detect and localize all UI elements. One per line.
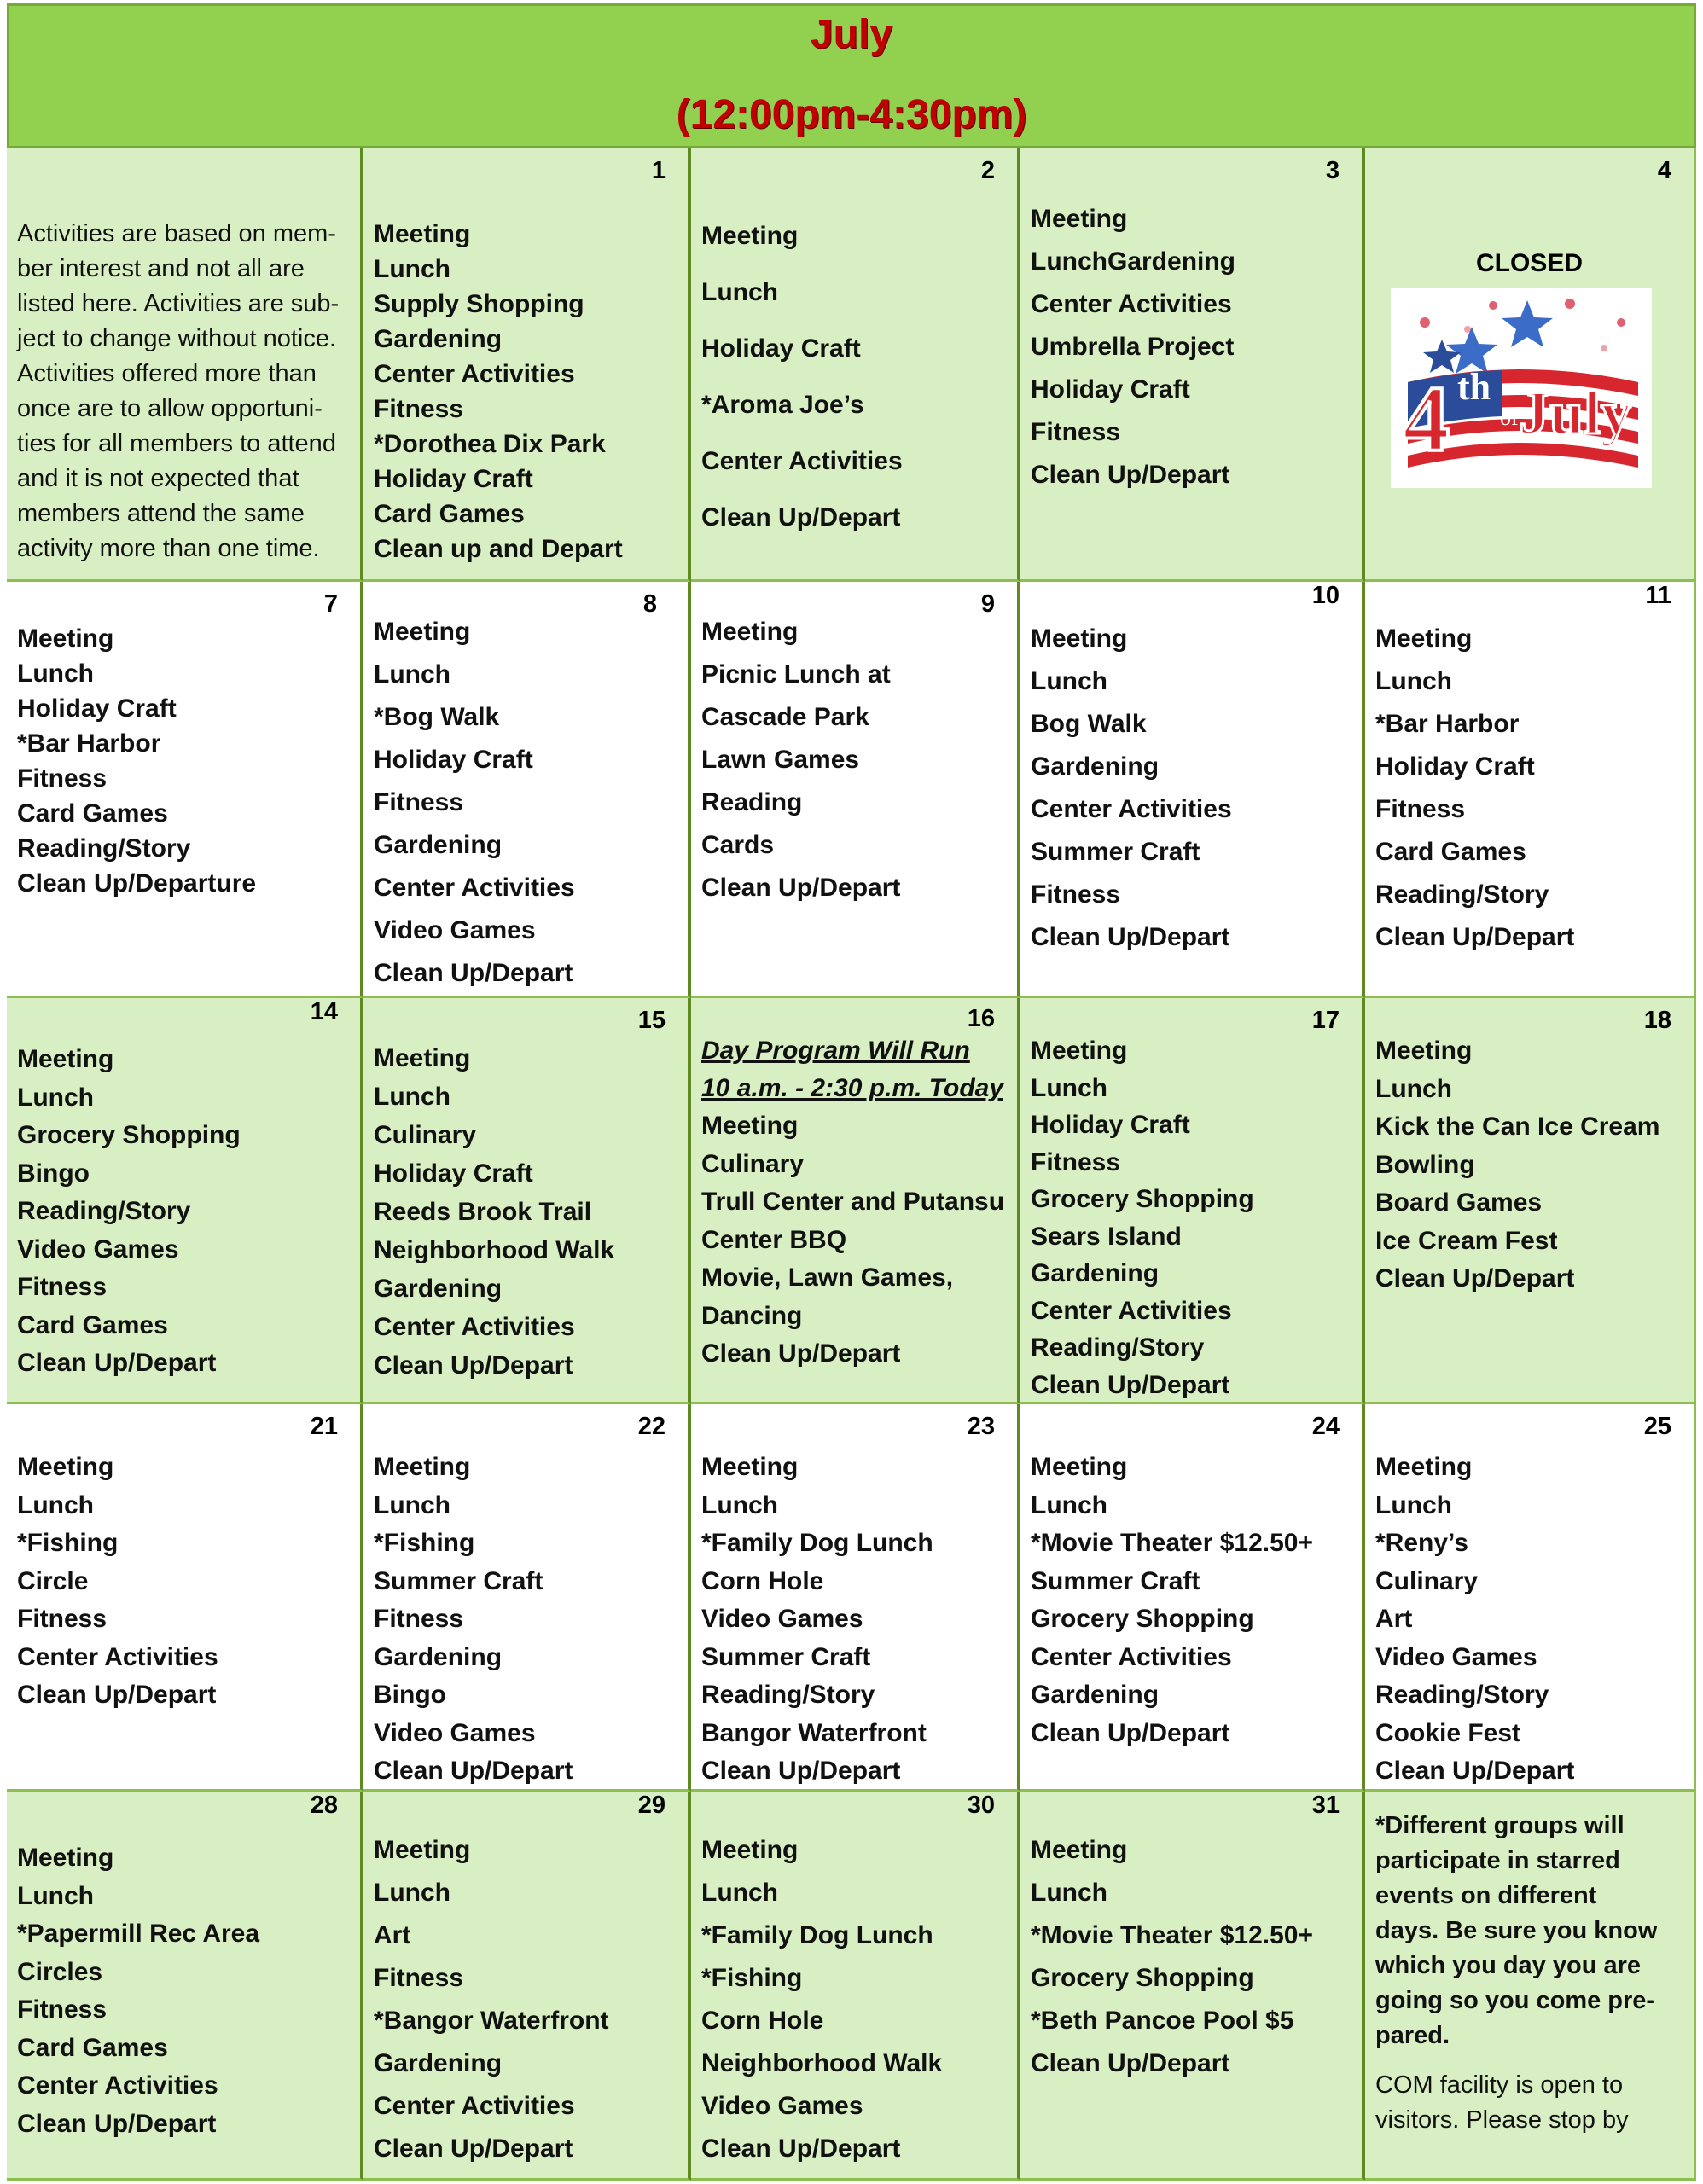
activity-item: Lunch xyxy=(701,1490,778,1519)
day-cell-30 xyxy=(691,1792,1020,2181)
day-cell-16 xyxy=(691,998,1020,1404)
activity-item: Cookie Fest xyxy=(1375,1718,1521,1747)
calendar-header xyxy=(7,3,1696,148)
activity-item: Lunch xyxy=(374,1490,450,1519)
activity-item: Fitness xyxy=(374,788,464,816)
activity-item: Lunch xyxy=(1031,1490,1107,1519)
activity-item: Lunch xyxy=(374,255,450,283)
activity-item: Trull Center and Putansu xyxy=(701,1188,1005,1216)
activity-item: Meeting xyxy=(17,624,114,653)
day-cell-10 xyxy=(1020,582,1365,998)
activity-list xyxy=(1031,1449,1357,1752)
activity-item: Meeting xyxy=(1031,205,1128,233)
activity-item: Summer Craft xyxy=(1031,838,1200,866)
day-number: 23 xyxy=(967,1413,995,1440)
activity-item: Art xyxy=(1375,1605,1413,1633)
activity-item: Neighborhood Walk xyxy=(374,1236,615,1264)
day-cell-8 xyxy=(363,582,691,998)
activity-item: Meeting xyxy=(1031,1836,1128,1864)
activity-item: Center Activities xyxy=(374,874,575,902)
activity-item: Corn Hole xyxy=(701,2007,824,2035)
activity-item: Fitness xyxy=(1031,418,1121,446)
svg-text:4: 4 xyxy=(1403,367,1450,471)
activity-item: *Movie Theater $12.50+ xyxy=(1031,1921,1314,1949)
activity-item: Center Activities xyxy=(17,2071,218,2100)
activity-item: Culinary xyxy=(374,1121,477,1149)
activity-item: Meeting xyxy=(701,222,799,250)
activity-item: Fitness xyxy=(374,1605,464,1633)
day-cell-9 xyxy=(691,582,1020,998)
activity-item: *Bar Harbor xyxy=(1375,710,1520,738)
fourth-of-july-image xyxy=(1391,288,1652,488)
day-number: 7 xyxy=(323,590,338,618)
activity-item: Gardening xyxy=(374,325,503,353)
day-number: 21 xyxy=(310,1413,338,1440)
activity-item: Meeting xyxy=(374,220,471,248)
day-number: 31 xyxy=(1311,1792,1340,1819)
activity-item: Lunch xyxy=(17,1083,94,1112)
activity-item: Ice Cream Fest xyxy=(1375,1226,1558,1255)
day-number: 9 xyxy=(980,590,995,618)
activity-list xyxy=(17,1041,355,1383)
activity-item: Center Activities xyxy=(1031,1642,1232,1671)
activity-item: Video Games xyxy=(701,2092,863,2120)
activity-item: Video Games xyxy=(701,1605,863,1633)
activity-item: Card Games xyxy=(17,2033,168,2062)
activity-item: Clean Up/Depart xyxy=(701,1757,901,1785)
activity-item: Reading/Story xyxy=(1375,880,1549,909)
activity-item: Meeting xyxy=(374,618,471,646)
day-cell-7 xyxy=(7,582,363,998)
day-number: 28 xyxy=(310,1792,338,1819)
activity-item: Meeting xyxy=(701,1836,799,1864)
activity-item: Lunch xyxy=(1031,667,1107,695)
activity-item: Fitness xyxy=(374,395,464,423)
svg-text:July: July xyxy=(1519,379,1632,447)
activity-item: Fitness xyxy=(17,764,108,793)
activity-item: Video Games xyxy=(374,1718,536,1747)
activity-item: *Dorothea Dix Park xyxy=(374,430,606,458)
activity-item: Clean Up/Depart xyxy=(374,2135,573,2163)
activity-item: Neighborhood Walk xyxy=(701,2049,943,2077)
activity-item: Corn Hole xyxy=(701,1566,824,1595)
activity-list xyxy=(374,1829,683,2170)
day-number: 2 xyxy=(980,157,995,184)
activity-item: Lawn Games xyxy=(701,746,860,774)
activity-item: LunchGardening xyxy=(1031,247,1235,276)
activity-item: Lunch xyxy=(1031,1073,1107,1102)
activity-item: Reading/Story xyxy=(701,1681,875,1709)
activity-item: Clean up and Depart xyxy=(374,535,623,563)
activity-item: Center Activities xyxy=(374,360,575,388)
day-cell-18 xyxy=(1365,998,1696,1404)
activity-item: Lunch xyxy=(701,1879,778,1907)
activity-item: Summer Craft xyxy=(374,1566,543,1595)
activity-item: *Reny’s xyxy=(1375,1529,1468,1557)
activity-item: Umbrella Project xyxy=(1031,333,1235,361)
program-hours: (12:00pm-4:30pm) xyxy=(676,92,1027,137)
activity-item: Reading/Story xyxy=(1031,1333,1205,1362)
intro-note: Activities are based on mem- ber interest and not all are listed here. Activities are sub- ject to change without notice. Activities offered more than once are to allow opportuni- ties for all members to attend and it is not expected that members attend the same activity more than one time. xyxy=(17,220,340,562)
special-hours-line-2: 10 a.m. - 2:30 p.m. Today xyxy=(701,1074,1004,1102)
day-number: 10 xyxy=(1311,582,1340,609)
activity-item: *Bangor Waterfront xyxy=(374,2007,609,2035)
facility-note: COM facility is open to visitors. Please stop by xyxy=(1375,2071,1629,2134)
activity-item: Card Games xyxy=(1375,838,1526,866)
activity-item: Lunch xyxy=(1375,1490,1452,1519)
day-cell-29 xyxy=(363,1792,691,2181)
activity-item: Meeting xyxy=(374,1044,471,1072)
activity-item: Clean Up/Depart xyxy=(701,1339,901,1368)
day-number: 1 xyxy=(651,157,666,184)
activity-item: Circles xyxy=(17,1957,103,1986)
activity-item: Center Activities xyxy=(374,2092,575,2120)
day-number: 22 xyxy=(637,1413,666,1440)
activity-item: *Fishing xyxy=(17,1529,119,1557)
activity-item: Kick the Can Ice Cream xyxy=(1375,1112,1660,1141)
activity-item: Meeting xyxy=(701,618,799,646)
day-cell-24 xyxy=(1020,1404,1365,1792)
activity-item: *Papermill Rec Area xyxy=(17,1920,260,1948)
activity-item: Gardening xyxy=(1031,1681,1160,1709)
activity-item: Dancing xyxy=(701,1301,803,1330)
day-number: 18 xyxy=(1643,1007,1671,1034)
day-cell-14 xyxy=(7,998,363,1404)
activity-list xyxy=(17,1449,355,1715)
closed-label: CLOSED xyxy=(1475,249,1583,277)
activity-item: Lunch xyxy=(17,659,94,688)
day-cell-3 xyxy=(1020,148,1365,582)
activity-item: Grocery Shopping xyxy=(17,1121,241,1149)
activity-list xyxy=(1375,1449,1688,1791)
activity-item: *Bar Harbor xyxy=(17,729,161,758)
activity-item: Bangor Waterfront xyxy=(701,1718,927,1747)
activity-list xyxy=(1375,618,1688,959)
activity-item: Lunch xyxy=(374,660,450,688)
activity-item: Center Activities xyxy=(17,1642,218,1671)
activity-item: Fitness xyxy=(17,1995,108,2024)
activity-item: Lunch xyxy=(701,278,778,306)
activity-item: Clean Up/Depart xyxy=(1031,2049,1230,2077)
activity-item: Clean Up/Depart xyxy=(1375,1757,1575,1785)
activity-item: Meeting xyxy=(1375,624,1473,653)
activity-list xyxy=(1031,618,1357,959)
activity-item: Clean Up/Depart xyxy=(701,874,901,902)
activity-item: Circle xyxy=(17,1566,89,1595)
activity-item: Grocery Shopping xyxy=(1031,1185,1254,1213)
activity-item: *Fishing xyxy=(701,1964,803,1992)
day-number: 11 xyxy=(1645,582,1671,609)
activity-list xyxy=(701,611,1012,909)
month-title: July xyxy=(810,12,893,57)
activity-item: Card Games xyxy=(374,500,525,528)
activity-item: Clean Up/Depart xyxy=(1031,923,1230,951)
activity-item: Sears Island xyxy=(1031,1222,1182,1251)
activity-item: Lunch xyxy=(17,1490,94,1519)
activity-item: Holiday Craft xyxy=(1031,1111,1190,1139)
activity-item: Lunch xyxy=(374,1083,450,1111)
day-cell-17 xyxy=(1020,998,1365,1404)
activity-list xyxy=(374,217,683,566)
activity-item: Fitness xyxy=(1031,1147,1121,1176)
activity-item: Gardening xyxy=(374,831,503,859)
activity-item: *Beth Pancoe Pool $5 xyxy=(1031,2007,1294,2035)
activity-item: Center Activities xyxy=(1031,795,1232,823)
activity-item: Lunch xyxy=(1375,667,1452,695)
activity-item: Lunch xyxy=(1031,1879,1107,1907)
activity-item: Clean Up/Depart xyxy=(1375,1264,1575,1292)
day-cell-23 xyxy=(691,1404,1020,1792)
activity-item: Bowling xyxy=(1375,1150,1475,1179)
activity-item: Clean Up/Departure xyxy=(17,869,257,897)
activity-item: Clean Up/Depart xyxy=(17,1681,217,1709)
day-number: 25 xyxy=(1643,1413,1671,1440)
activity-item: Board Games xyxy=(1375,1188,1543,1217)
special-hours-line-1: Day Program Will Run xyxy=(701,1037,970,1065)
day-cell-22 xyxy=(363,1404,691,1792)
activity-item: Video Games xyxy=(1375,1642,1537,1671)
activity-item: Meeting xyxy=(374,1453,471,1481)
svg-text:th: th xyxy=(1457,366,1491,408)
activity-item: Grocery Shopping xyxy=(1031,1964,1254,1992)
activity-item: Clean Up/Depart xyxy=(17,2109,217,2138)
activity-item: Clean Up/Depart xyxy=(701,503,901,531)
activity-item: Bingo xyxy=(374,1681,446,1709)
activity-item: Reeds Brook Trail xyxy=(374,1198,592,1226)
day-cell-11 xyxy=(1365,582,1696,998)
activity-item: Meeting xyxy=(1031,1453,1128,1481)
day-number: 15 xyxy=(637,1007,666,1034)
activity-item: Bog Walk xyxy=(1031,710,1147,738)
activity-item: Cascade Park xyxy=(701,703,869,731)
activity-item: Cards xyxy=(701,831,775,859)
activity-item: Fitness xyxy=(374,1964,464,1992)
day-number: 24 xyxy=(1311,1413,1340,1440)
activity-item: Gardening xyxy=(374,1275,503,1303)
activity-list xyxy=(701,1107,1012,1374)
activity-item: Art xyxy=(374,1921,411,1949)
activity-item: Meeting xyxy=(17,1844,114,1872)
day-cell-28 xyxy=(7,1792,363,2181)
activity-item: Clean Up/Depart xyxy=(17,1349,217,1377)
activity-item: Meeting xyxy=(701,1453,799,1481)
day-number: 4 xyxy=(1657,157,1671,184)
day-number: 16 xyxy=(967,1005,995,1032)
activity-item: Center Activities xyxy=(1031,1296,1232,1325)
activity-list xyxy=(17,621,355,901)
activity-item: Holiday Craft xyxy=(1031,375,1190,404)
day-cell-4 xyxy=(1365,148,1696,582)
activity-item: *Bog Walk xyxy=(374,703,500,731)
activity-item: Center Activities xyxy=(374,1313,575,1341)
activity-item: Reading/Story xyxy=(17,1197,191,1225)
activity-list xyxy=(374,1039,683,1385)
activity-item: Clean Up/Depart xyxy=(1031,1718,1230,1747)
day-cell-15 xyxy=(363,998,691,1404)
activity-item: Holiday Craft xyxy=(374,1159,533,1188)
activity-item: Culinary xyxy=(701,1149,805,1178)
day-cell-25 xyxy=(1365,1404,1696,1792)
activity-item: Reading/Story xyxy=(1375,1681,1549,1709)
activity-item: Video Games xyxy=(374,916,536,944)
day-number: 30 xyxy=(967,1792,995,1819)
activity-item: *Aroma Joe’s xyxy=(701,391,864,419)
activity-item: Supply Shopping xyxy=(374,290,584,318)
activity-item: Lunch xyxy=(374,1879,450,1907)
day-cell-1 xyxy=(363,148,691,582)
activity-item: Gardening xyxy=(374,2049,503,2077)
activity-item: Clean Up/Depart xyxy=(374,1757,573,1785)
intro-cell xyxy=(7,148,363,582)
activity-item: Meeting xyxy=(374,1836,471,1864)
starred-events-note: *Different groups will participate in starred events on different days. Be sure you know which you day you are going so you come pre- pared. xyxy=(1375,1812,1658,2049)
activity-list xyxy=(1375,1032,1688,1298)
activity-item: *Family Dog Lunch xyxy=(701,1529,933,1557)
activity-item: Clean Up/Depart xyxy=(1031,461,1230,489)
activity-item: Lunch xyxy=(1375,1074,1452,1103)
activity-item: Holiday Craft xyxy=(17,694,177,723)
activity-item: Fitness xyxy=(1031,880,1121,909)
activity-item: *Movie Theater $12.50+ xyxy=(1031,1529,1314,1557)
day-number: 3 xyxy=(1325,157,1340,184)
activity-item: Clean Up/Depart xyxy=(1375,923,1575,951)
activity-item: Holiday Craft xyxy=(374,465,533,493)
activity-item: Video Games xyxy=(17,1234,179,1263)
activity-item: Lunch xyxy=(17,1881,94,1910)
day-number: 8 xyxy=(642,590,657,618)
day-number: 14 xyxy=(310,998,338,1025)
activity-item: Culinary xyxy=(1375,1566,1479,1595)
activity-item: Reading/Story xyxy=(17,834,191,863)
svg-text:of: of xyxy=(1500,405,1519,430)
day-cell-2 xyxy=(691,148,1020,582)
activity-list xyxy=(17,1839,355,2143)
activity-list xyxy=(374,1449,683,1791)
activity-item: Summer Craft xyxy=(1031,1566,1200,1595)
day-number: 17 xyxy=(1311,1007,1340,1034)
activity-item: Fitness xyxy=(17,1273,108,1301)
activity-item: Clean Up/Depart xyxy=(374,959,573,987)
activity-item: Fitness xyxy=(1375,795,1466,823)
activity-item: Grocery Shopping xyxy=(1031,1605,1254,1633)
day-cell-31 xyxy=(1020,1792,1365,2181)
activity-item: Meeting xyxy=(1375,1453,1473,1481)
day-cell-21 xyxy=(7,1404,363,1792)
activity-item: Meeting xyxy=(701,1112,799,1140)
activity-item: *Fishing xyxy=(374,1529,475,1557)
activity-item: Holiday Craft xyxy=(701,334,861,363)
activity-item: Center BBQ xyxy=(701,1225,847,1254)
activity-item: Movie, Lawn Games, xyxy=(701,1263,954,1292)
activity-item: Card Games xyxy=(17,1310,168,1339)
activity-item: Fitness xyxy=(17,1605,108,1633)
activity-list xyxy=(1031,198,1357,497)
activity-item: Gardening xyxy=(374,1642,503,1671)
activity-item: Clean Up/Depart xyxy=(701,2135,901,2163)
activity-item: Center Activities xyxy=(1031,290,1232,318)
activity-item: Meeting xyxy=(17,1453,114,1481)
activity-item: Gardening xyxy=(1031,752,1160,781)
activity-item: Reading xyxy=(701,788,803,816)
activity-item: Holiday Craft xyxy=(374,746,533,774)
activity-item: Clean Up/Depart xyxy=(374,1351,573,1380)
activity-item: Gardening xyxy=(1031,1259,1160,1287)
activity-item: Clean Up/Depart xyxy=(1031,1370,1230,1399)
activity-item: Meeting xyxy=(1031,1037,1128,1065)
activity-item: Holiday Craft xyxy=(1375,752,1535,781)
activity-list xyxy=(701,208,1012,546)
activity-item: Meeting xyxy=(1375,1037,1473,1065)
activity-list xyxy=(701,1032,1012,1107)
activity-item: Center Activities xyxy=(701,447,903,475)
notes-cell xyxy=(1365,1792,1696,2181)
activity-item: Bingo xyxy=(17,1159,90,1188)
activity-item: Meeting xyxy=(17,1045,114,1073)
activity-item: *Family Dog Lunch xyxy=(701,1921,933,1949)
activity-list xyxy=(1031,1829,1357,2085)
activity-item: Card Games xyxy=(17,799,168,828)
day-number: 29 xyxy=(637,1792,666,1819)
activity-list xyxy=(701,1449,1012,1791)
activity-list xyxy=(374,611,683,995)
activity-item: Picnic Lunch at xyxy=(701,660,891,688)
activity-list xyxy=(701,1829,1012,2170)
activity-item: Summer Craft xyxy=(701,1642,871,1671)
activity-item: Meeting xyxy=(1031,624,1128,653)
activity-list xyxy=(1031,1032,1357,1403)
